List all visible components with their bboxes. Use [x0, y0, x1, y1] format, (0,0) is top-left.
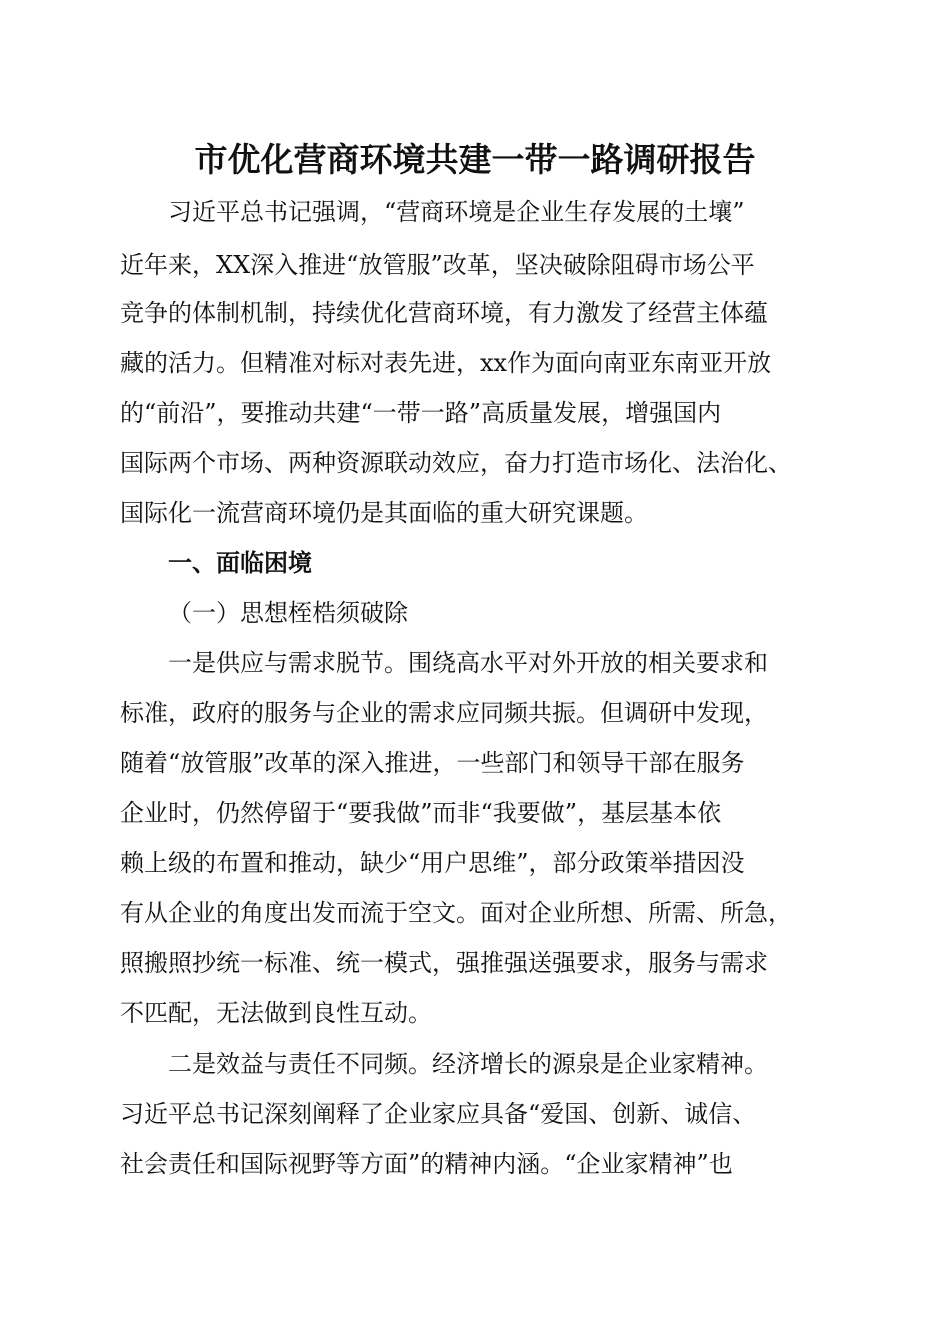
paragraph-line: 不匹配，无法做到良性互动。	[120, 999, 432, 1027]
paragraph-line: 习近平总书记深刻阐释了企业家应具备“爱国、创新、诚信、	[120, 1100, 757, 1128]
subsection-heading: （一）思想桎梏须破除	[168, 599, 408, 627]
paragraph-line: 近年来，XX深入推进“放管服”改革，坚决破除阻碍市场公平	[120, 251, 755, 279]
paragraph-line: 随着“放管服”改革的深入推进，一些部门和领导干部在服务	[120, 749, 745, 777]
paragraph-line: 的“前沿”，要推动共建“一带一路”高质量发展，增强国内	[120, 399, 722, 427]
section-heading: 一、面临困境	[168, 549, 312, 577]
paragraph-line: 照搬照抄统一标准、统一模式，强推强送强要求，服务与需求	[120, 949, 768, 977]
paragraph-line: 一是供应与需求脱节。围绕高水平对外开放的相关要求和	[168, 649, 768, 677]
paragraph-line: 二是效益与责任不同频。经济增长的源泉是企业家精神。	[168, 1050, 768, 1078]
paragraph-line: 标准，政府的服务与企业的需求应同频共振。但调研中发现，	[120, 699, 768, 727]
paragraph-line: 国际两个市场、两种资源联动效应，奋力打造市场化、法治化、	[120, 449, 792, 477]
paragraph-line: 习近平总书记强调，“营商环境是企业生存发展的土壤”	[168, 198, 745, 226]
paragraph-line: 国际化一流营商环境仍是其面临的重大研究课题。	[120, 499, 648, 527]
paragraph-line: 社会责任和国际视野等方面”的精神内涵。“企业家精神”也	[120, 1150, 733, 1178]
paragraph-line: 藏的活力。但精准对标对表先进，xx作为面向南亚东南亚开放	[120, 349, 772, 377]
document-title: 市优化营商环境共建一带一路调研报告	[194, 140, 756, 179]
paragraph-line: 赖上级的布置和推动，缺少“用户思维”，部分政策举措因没	[120, 849, 745, 877]
paragraph-line: 企业时，仍然停留于“要我做”而非“我要做”，基层基本依	[120, 799, 722, 827]
paragraph-line: 有从企业的角度出发而流于空文。面对企业所想、所需、所急，	[120, 899, 792, 927]
paragraph-line: 竞争的体制机制，持续优化营商环境，有力激发了经营主体蕴	[120, 299, 768, 327]
